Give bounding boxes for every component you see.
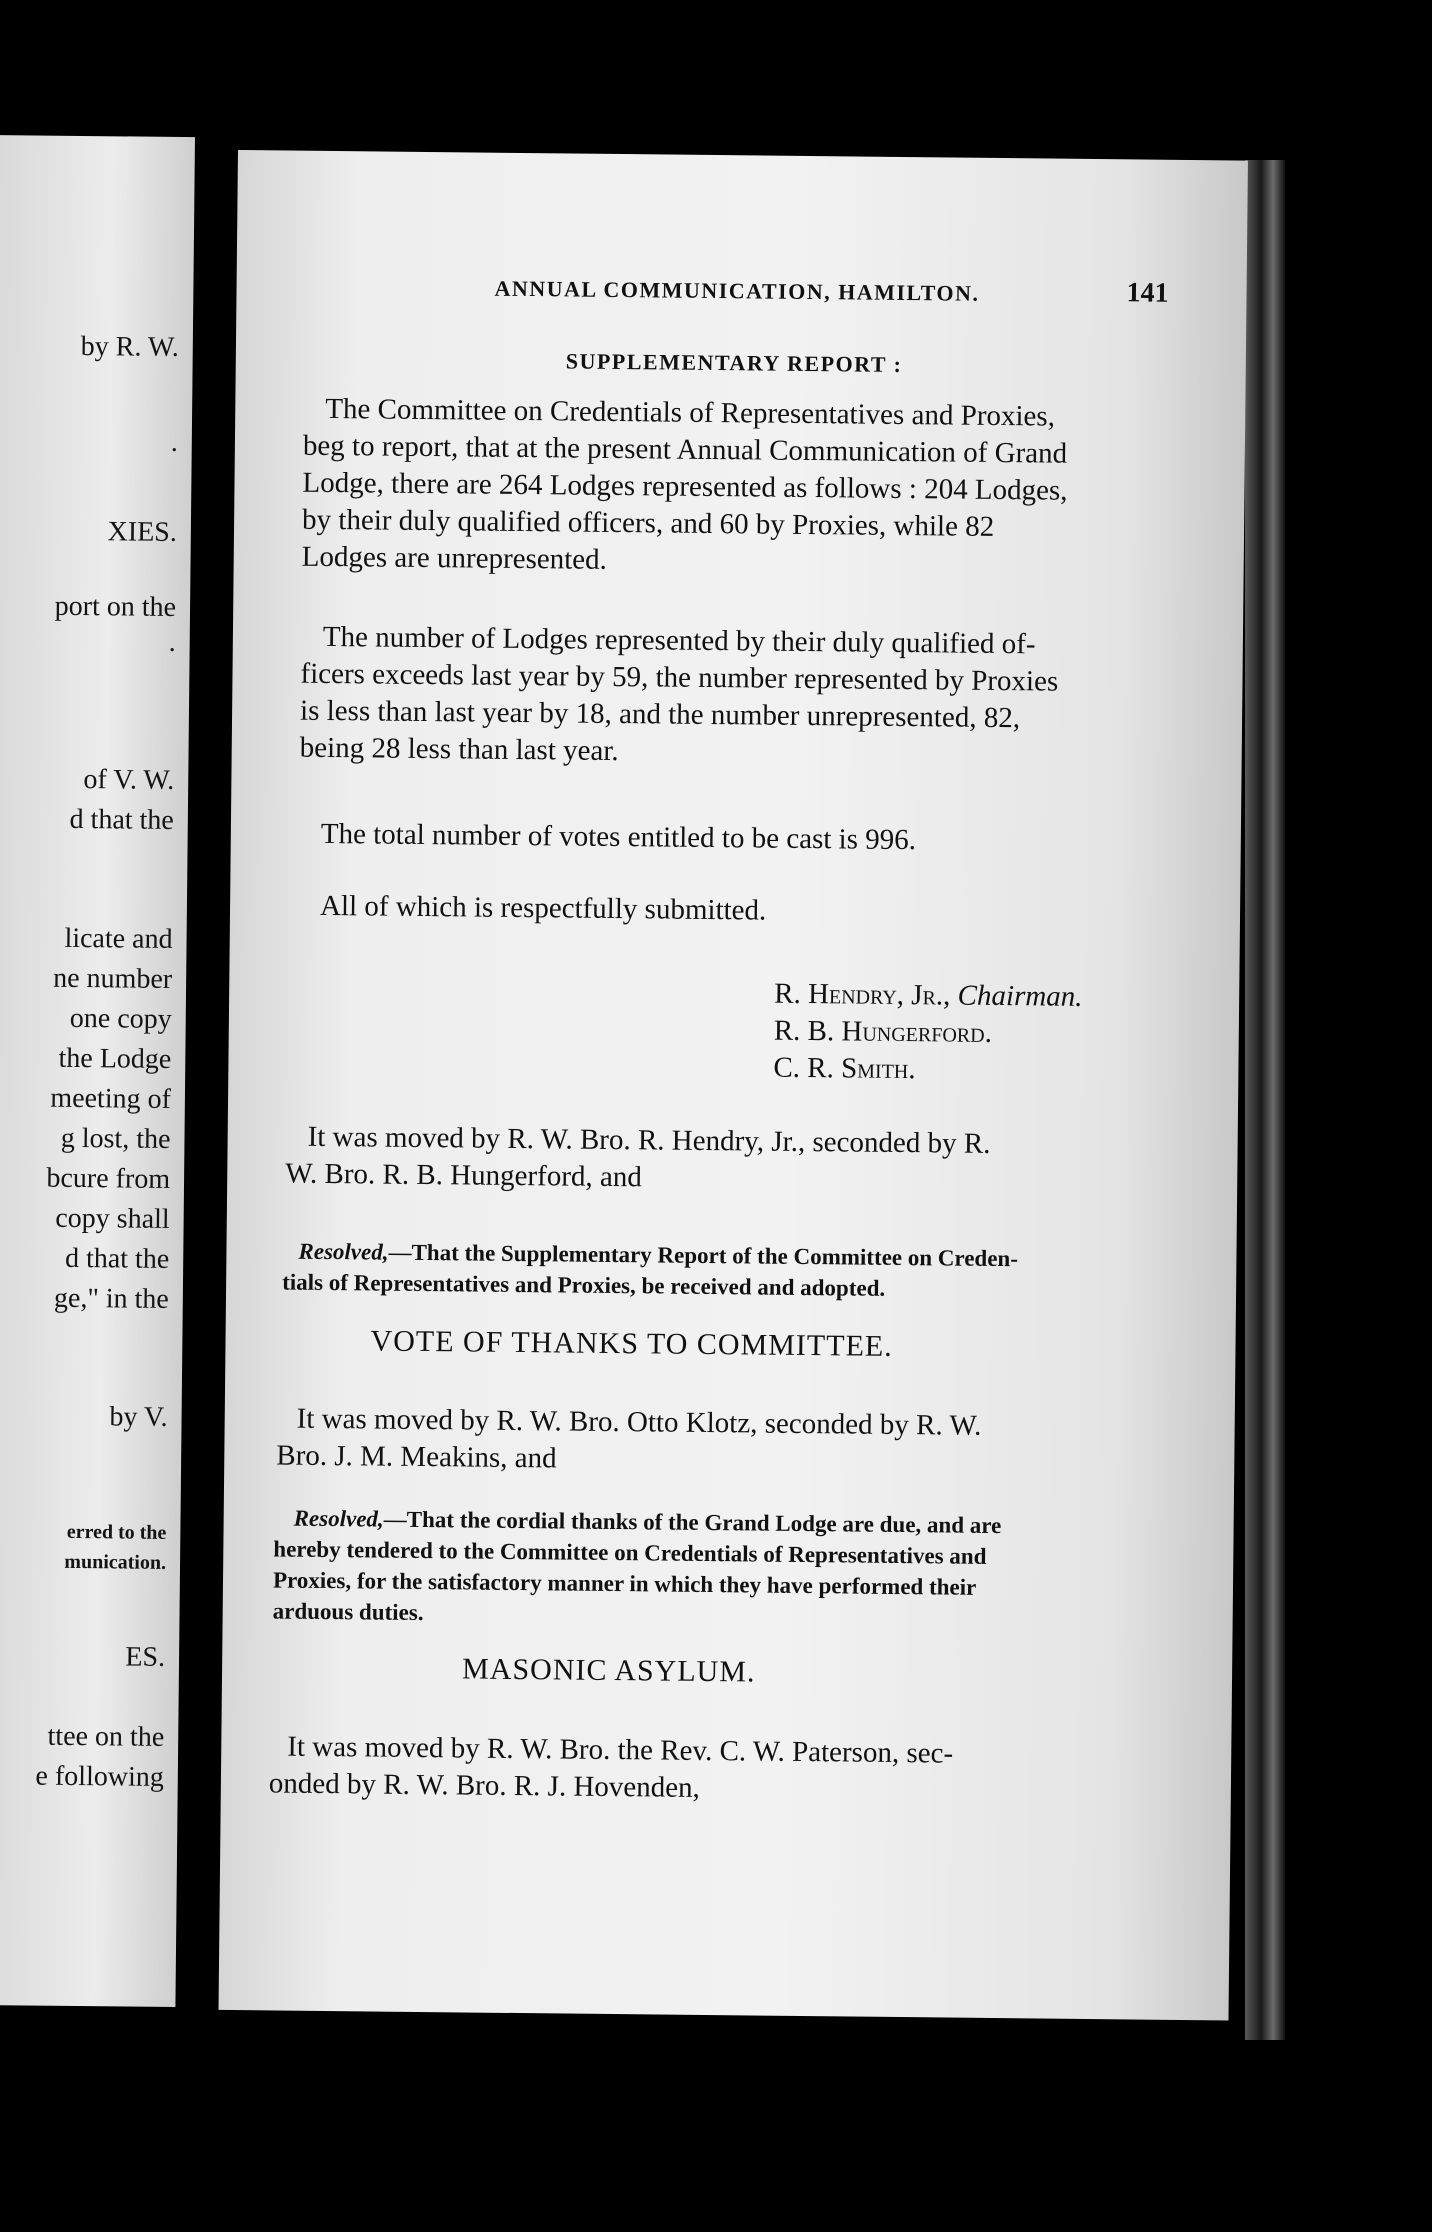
resolution-text: —That the Supplementary Report of the Committee on Creden- — [388, 1239, 1019, 1272]
left-page-line: ES. — [125, 1641, 166, 1673]
left-page-line: d that the — [69, 803, 174, 836]
resolution-line: arduous duties. — [272, 1598, 424, 1626]
motion-line: It was moved by R. W. Bro. Otto Klotz, seconded by R. W. — [296, 1402, 982, 1442]
left-page-line: ne number — [53, 962, 173, 995]
paragraph-line: The number of Lodges represented by their duly qualified of- — [322, 620, 1036, 661]
section-heading-masonic-asylum: MASONIC ASYLUM. — [461, 1652, 756, 1689]
left-page-line: bcure from — [46, 1162, 171, 1195]
left-page-line: e following — [35, 1760, 164, 1793]
left-page-line: . — [168, 626, 176, 658]
paragraph-line: by their duly qualified officers, and 60 by Proxies, while 82 — [301, 503, 995, 543]
left-page-line: by R. W. — [80, 330, 179, 363]
resolution-line: tials of Representatives and Proxies, be received and adopted. — [282, 1269, 886, 1301]
page-number: 141 — [1126, 277, 1169, 309]
page-141 — [219, 150, 1248, 2020]
paragraph-line: ficers exceeds last year by 59, the number represented by Proxies — [300, 657, 1059, 698]
resolution-line: hereby tendered to the Committee on Credentials of Representatives and — [273, 1536, 987, 1569]
motion-line: It was moved by R. W. Bro. the Rev. C. W. Paterson, sec- — [287, 1730, 954, 1770]
paragraph-line: being 28 less than last year. — [299, 731, 619, 768]
left-page-line: by V. — [109, 1401, 168, 1433]
total-votes-line: The total number of votes entitled to be cast is 996. — [320, 817, 917, 857]
paragraph-line: is less than last year by 18, and the number unrepresented, 82, — [299, 694, 1021, 735]
left-page-line: copy shall — [55, 1202, 170, 1235]
signature-role: Chairman. — [957, 979, 1083, 1013]
left-page-line: XIES. — [107, 516, 178, 548]
resolution-text: —That the cordial thanks of the Grand Lodge are due, and are — [383, 1506, 1002, 1539]
left-page-line: g lost, the — [60, 1122, 171, 1155]
left-page-line: licate and — [64, 922, 173, 955]
motion-line: W. Bro. R. B. Hungerford, and — [285, 1157, 642, 1194]
signature-name: R. Hendry, Jr., — [774, 977, 951, 1012]
running-head: ANNUAL COMMUNICATION, HAMILTON. — [494, 275, 980, 306]
left-page-line: one copy — [69, 1002, 172, 1035]
book-spine — [1245, 160, 1285, 2040]
report-heading: SUPPLEMENTARY REPORT : — [565, 348, 903, 377]
paragraph-line: Lodge, there are 264 Lodges represented as follows : 204 Lodges, — [302, 466, 1068, 507]
left-page-line: ge," in the — [53, 1282, 169, 1315]
left-page-line: d that the — [64, 1242, 170, 1275]
signature-hungerford: R. B. Hungerford. — [773, 1014, 993, 1049]
motion-line: It was moved by R. W. Bro. R. Hendry, Jr., seconded by R. — [307, 1120, 991, 1160]
signature-smith: C. R. Smith. — [773, 1051, 916, 1086]
left-page-line: munication. — [64, 1550, 167, 1574]
paragraph-line: beg to report, that at the present Annual Communication of Grand — [302, 429, 1068, 470]
left-page-line: the Lodge — [58, 1042, 172, 1075]
signature-chairman — [774, 976, 1083, 1016]
left-page-line: . — [170, 426, 178, 458]
paragraph-line: Lodges are unrepresented. — [301, 540, 608, 576]
resolved-lead: Resolved, — [298, 1238, 389, 1265]
resolution-line: Proxies, for the satisfactory manner in which they have performed their — [272, 1567, 977, 1600]
submitted-line: All of which is respectfully submitted. — [319, 889, 767, 927]
motion-line: Bro. J. M. Meakins, and — [276, 1439, 557, 1475]
left-page-line: port on the — [54, 590, 177, 623]
left-page-line: meeting of — [50, 1082, 172, 1115]
left-page-line: erred to the — [66, 1520, 167, 1544]
left-page-line: ttee on the — [47, 1720, 165, 1753]
resolved-lead: Resolved, — [293, 1505, 384, 1532]
left-page-line: of V. W. — [83, 764, 175, 796]
motion-line: onded by R. W. Bro. R. J. Hovenden, — [268, 1767, 701, 1804]
left-page-fragment — [0, 135, 195, 2007]
section-heading-vote-of-thanks: VOTE OF THANKS TO COMMITTEE. — [370, 1324, 893, 1363]
paragraph-line: The Committee on Credentials of Representatives and Proxies, — [325, 392, 1056, 433]
